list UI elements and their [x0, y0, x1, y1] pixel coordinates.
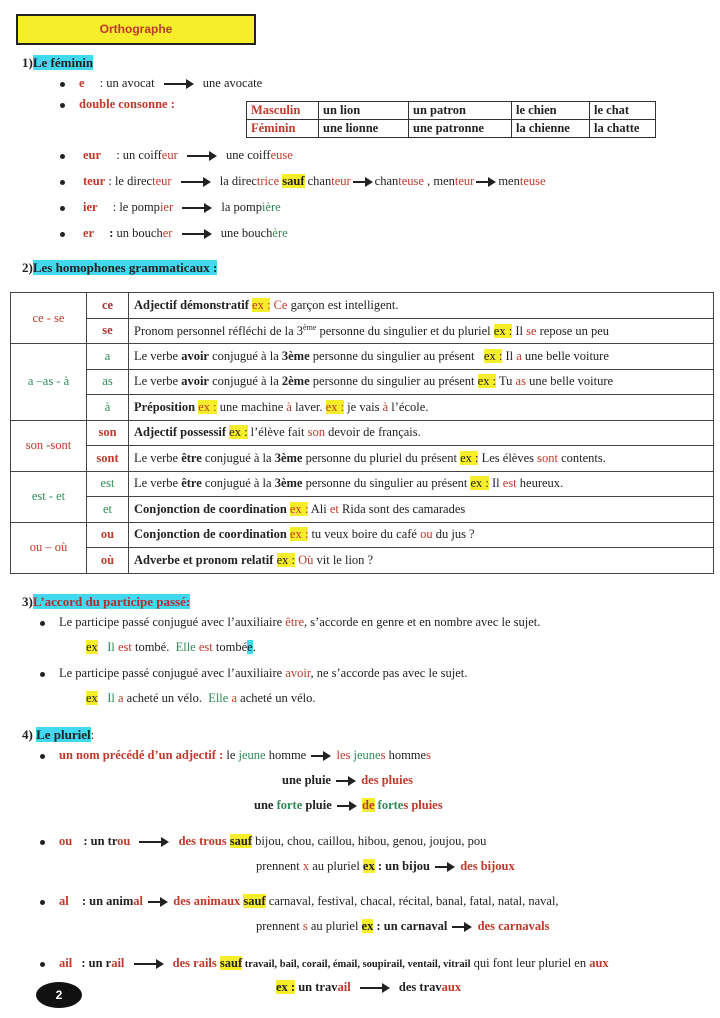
example-avoir: ex Il a acheté un vélo. Elle a acheté un vélo. — [86, 691, 316, 705]
rule-ier: ier : le pompier la pompière — [60, 200, 281, 215]
arrow-right-icon — [337, 801, 357, 811]
table-row: Masculin un lion un patron le chien le chat — [247, 102, 656, 120]
section-4-title: Le pluriel — [36, 727, 91, 742]
table-row: et Conjonction de coordination ex : Ali et Rida sont des camarades — [11, 497, 714, 523]
table-row: sont Le verbe être conjugué à la 3ème personne du pluriel du présent ex : Les élèves sont contents. — [11, 446, 714, 472]
arrow-right-icon — [148, 897, 168, 907]
arrow-right-icon — [311, 751, 331, 761]
section-1-heading: 1)Le féminin — [22, 55, 94, 70]
bullet-icon — [60, 154, 65, 159]
bullet-icon — [40, 840, 45, 845]
example-al: prennent s au pluriel ex : un carnaval des carnavals — [256, 919, 550, 933]
rule-e: e : un avocat une avocate — [60, 76, 262, 91]
bullet-icon — [40, 621, 45, 626]
table-row: a –as - à a Le verbe avoir conjugué à la 3ème personne du singulier au présent ex : Il a une belle voiture — [11, 344, 714, 370]
page-number: 2 — [36, 982, 82, 1008]
section-3-heading: 3)L’accord du participe passé: — [22, 594, 191, 609]
example-ail: ex : un travail des travaux — [276, 980, 462, 994]
sauf-highlight: sauf — [243, 894, 266, 908]
example-forte-pluie: une forte pluie de fortes pluies — [254, 798, 443, 812]
rule-eur: eur : un coiffeur une coiffeuse — [60, 148, 293, 163]
rule-al: al : un animal des animaux sauf carnaval, festival, chacal, récital, banal, fatal, natal, naval, — [40, 894, 559, 909]
rule-double-consonne: double consonne : — [60, 97, 175, 112]
sauf-highlight: sauf — [282, 174, 305, 188]
table-row: ce - se ce Adjectif démonstratif ex : Ce garçon est intelligent. — [11, 293, 714, 319]
example-ou: prennent x au pluriel ex : un bijou des bijoux — [256, 859, 515, 873]
homophones-table — [10, 292, 714, 574]
arrow-right-icon — [353, 177, 373, 187]
bullet-icon — [40, 900, 45, 905]
rule-ail: ail : un rail des rails sauf travail, bail, corail, émail, soupirail, ventail, vitrail qui font leur pluriel en aux — [40, 956, 609, 971]
table-row: Féminin une lionne une patronne la chienne la chatte — [247, 120, 656, 138]
sauf-highlight: sauf — [219, 956, 243, 970]
arrow-right-icon — [336, 776, 356, 786]
arrow-right-icon — [360, 983, 390, 993]
table-row: se Pronom personnel réfléchi de la 3ème personne du singulier et du pluriel ex : Il se repose un peu — [11, 318, 714, 344]
rule-adjectif: un nom précédé d’un adjectif : le jeune homme les jeunes hommes — [40, 748, 431, 763]
rule-ou: ou : un trou des trous sauf bijou, chou, caillou, hibou, genou, joujou, pou — [40, 834, 486, 849]
arrow-right-icon — [164, 79, 194, 89]
arrow-right-icon — [139, 837, 169, 847]
bullet-icon — [60, 82, 65, 87]
bullet-icon — [60, 180, 65, 185]
rule-avoir: Le participe passé conjugué avec l’auxiliaire avoir, ne s’accorde pas avec le sujet. — [40, 666, 467, 681]
arrow-right-icon — [182, 229, 212, 239]
section-2-title: Les homophones grammaticaux : — [32, 260, 218, 275]
table-row: son -sont son Adjectif possessif ex : l’élève fait son devoir de français. — [11, 420, 714, 446]
table-row: à Préposition ex : une machine à laver. ex : je vais à l’école. — [11, 395, 714, 421]
bullet-icon — [40, 962, 45, 967]
section-1-title: Le féminin — [32, 55, 94, 70]
arrow-right-icon — [452, 922, 472, 932]
bullet-icon — [40, 754, 45, 759]
table-row: as Le verbe avoir conjugué à la 2ème personne du singulier au présent ex : Tu as une belle voiture — [11, 369, 714, 395]
page-title: Orthographe — [16, 14, 256, 45]
rule-teur: teur : le directeur la directrice sauf chanteur chanteuse , menteur menteuse — [60, 174, 546, 189]
bullet-icon — [60, 206, 65, 211]
sauf-highlight: sauf — [229, 834, 253, 848]
section-3-title: L’accord du participe passé: — [32, 594, 191, 609]
bullet-icon — [60, 232, 65, 237]
table-row: où Adverbe et pronom relatif ex : Où vit le lion ? — [11, 548, 714, 574]
rule-er: er : un boucher une bouchère — [60, 226, 288, 241]
example-etre: ex Il est tombé. Elle est tombée. — [86, 640, 256, 654]
arrow-right-icon — [182, 203, 212, 213]
arrow-right-icon — [187, 151, 217, 161]
bullet-icon — [60, 103, 65, 108]
masculin-feminin-table — [246, 101, 656, 138]
rule-etre: Le participe passé conjugué avec l’auxiliaire être, s’accorde en genre et en nombre avec le sujet. — [40, 615, 540, 630]
section-4-heading: 4) Le pluriel: — [22, 727, 95, 742]
arrow-right-icon — [181, 177, 211, 187]
arrow-right-icon — [476, 177, 496, 187]
arrow-right-icon — [134, 959, 164, 969]
bullet-icon — [40, 672, 45, 677]
table-row: ou – où ou Conjonction de coordination ex : tu veux boire du café ou du jus ? — [11, 522, 714, 548]
section-2-heading: 2)Les homophones grammaticaux : — [22, 260, 218, 275]
example-pluie: une pluie des pluies — [282, 773, 413, 787]
arrow-right-icon — [435, 862, 455, 872]
table-row: est - et est Le verbe être conjugué à la 3ème personne du singulier au présent ex : Il est heureux. — [11, 471, 714, 497]
